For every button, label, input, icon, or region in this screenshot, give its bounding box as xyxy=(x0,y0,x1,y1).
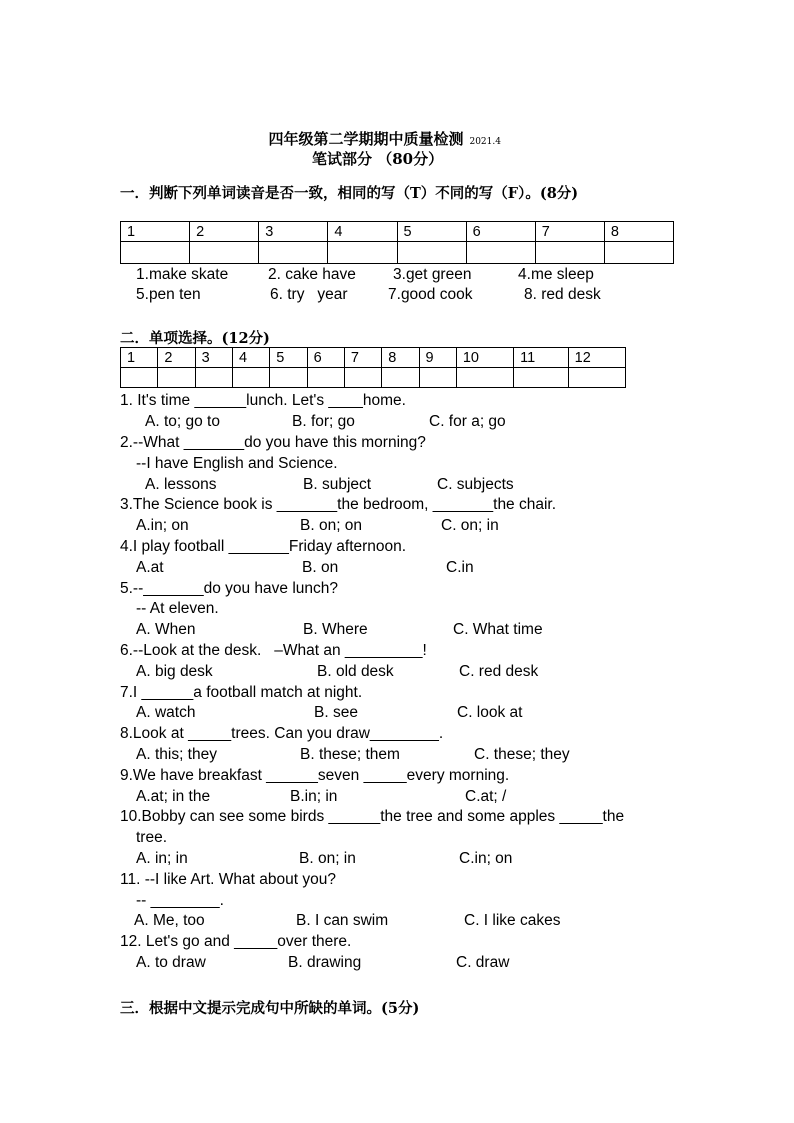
grid-number: 1 xyxy=(121,348,158,368)
option-b: B. old desk xyxy=(317,663,394,680)
option-c: C.in xyxy=(446,559,474,576)
grid-number: 3 xyxy=(259,222,328,242)
section2-heading: 二．单项选择。(12分) xyxy=(120,330,270,347)
option-c: C. subjects xyxy=(437,476,514,493)
option-a: A. watch xyxy=(136,704,196,721)
question-7: 7.I ______a football match at night. xyxy=(120,684,363,701)
word: red xyxy=(541,286,564,303)
option-a: A. When xyxy=(136,621,196,638)
word: cake xyxy=(285,266,318,283)
grid-number: 7 xyxy=(344,348,381,368)
option-c: C. draw xyxy=(456,954,510,971)
answer-cell[interactable] xyxy=(121,242,190,264)
grid-number: 5 xyxy=(397,222,466,242)
section1-answer-grid xyxy=(120,221,674,264)
answer-cell[interactable] xyxy=(259,242,328,264)
question-9: 9.We have breakfast ______seven _____every morning. xyxy=(120,767,510,784)
answer-cell[interactable] xyxy=(604,242,673,264)
answer-cell[interactable] xyxy=(307,368,344,388)
answer-cell[interactable] xyxy=(535,242,604,264)
word: year xyxy=(317,286,348,303)
answer-cell[interactable] xyxy=(190,242,259,264)
option-b: B. see xyxy=(314,704,358,721)
word: good xyxy=(400,286,436,303)
grid-number: 6 xyxy=(307,348,344,368)
option-b: B.in; in xyxy=(290,788,338,805)
question-6: 6.--Look at the desk. –What an _________! xyxy=(120,642,427,659)
exam-date: 2021.4 xyxy=(469,137,501,147)
answer-cell[interactable] xyxy=(419,368,456,388)
question-3: 3.The Science book is _______the bedroom, _______the chair. xyxy=(120,496,557,513)
option-b: B. subject xyxy=(303,476,372,493)
question-10-cont: tree. xyxy=(136,829,168,846)
option-b: B. on; in xyxy=(299,850,356,867)
word-pair-4: 4.me sleep xyxy=(518,266,594,283)
grid-number: 8 xyxy=(604,222,673,242)
answer-cell[interactable] xyxy=(514,368,569,388)
grid-number: 9 xyxy=(419,348,456,368)
option-a: A. to draw xyxy=(136,954,206,971)
grid-number: 5 xyxy=(270,348,307,368)
grid-number: 11 xyxy=(514,348,569,368)
grid-number: 12 xyxy=(568,348,625,368)
word: me xyxy=(530,266,553,283)
option-a: A. lessons xyxy=(145,476,217,493)
answer-cell[interactable] xyxy=(328,242,397,264)
option-c: C. these; they xyxy=(474,746,570,763)
option-a: A. big desk xyxy=(136,663,213,680)
word-pair-5: 5.pen ten xyxy=(136,286,201,303)
word: make xyxy=(148,266,187,283)
grid-number: 1 xyxy=(121,222,190,242)
question-1: 1. It's time ______lunch. Let's ____home. xyxy=(120,392,406,409)
option-b: B. on; on xyxy=(300,517,363,534)
answer-cell[interactable] xyxy=(158,368,195,388)
answer-cell[interactable] xyxy=(568,368,625,388)
word-pair-3: 3.get green xyxy=(393,266,472,283)
word: cook xyxy=(439,286,473,303)
word: pen xyxy=(148,286,175,303)
option-a: A. this; they xyxy=(136,746,217,763)
question-8: 8.Look at _____trees. Can you draw________. xyxy=(120,725,444,742)
option-c: C.at; / xyxy=(465,788,507,805)
option-a: A. Me, too xyxy=(134,912,205,929)
page-title xyxy=(258,110,501,149)
grid-number: 2 xyxy=(190,222,259,242)
word-pair-7: 7.good cook xyxy=(388,286,473,303)
option-a: A.in; on xyxy=(136,517,189,534)
option-c: C. for a; go xyxy=(429,413,506,430)
answer-text: -- At eleven. xyxy=(136,600,219,617)
answer-cell[interactable] xyxy=(121,368,158,388)
answer-text: --I have English and Science. xyxy=(136,455,338,472)
option-c: C. red desk xyxy=(459,663,539,680)
word: desk xyxy=(567,286,601,303)
question-11: 11. --I like Art. What about you? xyxy=(120,871,336,888)
word: sleep xyxy=(556,266,594,283)
question-10: 10.Bobby can see some birds ______the tree and some apples _____the xyxy=(120,808,625,825)
question-5: 5.--_______do you have lunch? xyxy=(120,580,339,597)
answer-cell[interactable] xyxy=(382,368,419,388)
title-text: 四年级第二学期期中质量检测 xyxy=(268,130,464,148)
answer-cell[interactable] xyxy=(397,242,466,264)
word-pair-1: 1.make skate xyxy=(136,266,229,283)
grid-number: 2 xyxy=(158,348,195,368)
word-pair-8: 8. red desk xyxy=(524,286,601,303)
answer-cell[interactable] xyxy=(270,368,307,388)
option-b: B. for; go xyxy=(292,413,355,430)
grid-number: 4 xyxy=(328,222,397,242)
option-a: A.at; in the xyxy=(136,788,211,805)
grid-number: 10 xyxy=(456,348,513,368)
option-b: B. I can swim xyxy=(296,912,389,929)
grid-number: 7 xyxy=(535,222,604,242)
answer-cell[interactable] xyxy=(195,368,232,388)
word-pair-6: 6. try year xyxy=(270,286,348,303)
section2-answer-grid xyxy=(120,347,626,388)
question-2: 2.--What _______do you have this morning? xyxy=(120,434,426,451)
word: have xyxy=(322,266,356,283)
grid-number: 8 xyxy=(382,348,419,368)
part-title: 笔试部分 （80分） xyxy=(312,150,444,168)
word-pair-2: 2. cake have xyxy=(268,266,356,283)
option-c: C. on; in xyxy=(441,517,499,534)
answer-cell[interactable] xyxy=(456,368,513,388)
section3-heading: 三．根据中文提示完成句中所缺的单词。(5分) xyxy=(120,1000,420,1017)
grid-number: 4 xyxy=(232,348,269,368)
option-b: B. Where xyxy=(303,621,368,638)
answer-text: -- ________. xyxy=(136,892,224,909)
word: get xyxy=(405,266,428,283)
option-c: C.in; on xyxy=(459,850,513,867)
option-b: B. on xyxy=(302,559,339,576)
option-c: C. look at xyxy=(457,704,523,721)
option-c: C. What time xyxy=(453,621,543,638)
word: green xyxy=(431,266,472,283)
option-c: C. I like cakes xyxy=(464,912,561,929)
word: ten xyxy=(179,286,201,303)
option-a: A. to; go to xyxy=(145,413,220,430)
grid-number: 3 xyxy=(195,348,232,368)
option-b: B. drawing xyxy=(288,954,362,971)
answer-cell[interactable] xyxy=(466,242,535,264)
answer-cell[interactable] xyxy=(232,368,269,388)
option-a: A. in; in xyxy=(136,850,188,867)
option-b: B. these; them xyxy=(300,746,400,763)
section1-heading: 一．判断下列单词读音是否一致，相同的写（T）不同的写（F）。(8分) xyxy=(120,185,579,202)
word: try xyxy=(287,286,305,303)
word: skate xyxy=(191,266,229,283)
grid-number: 6 xyxy=(466,222,535,242)
option-a: A.at xyxy=(136,559,164,576)
question-12: 12. Let's go and _____over there. xyxy=(120,933,352,950)
answer-cell[interactable] xyxy=(344,368,381,388)
question-4: 4.I play football _______Friday afternoon. xyxy=(120,538,407,555)
